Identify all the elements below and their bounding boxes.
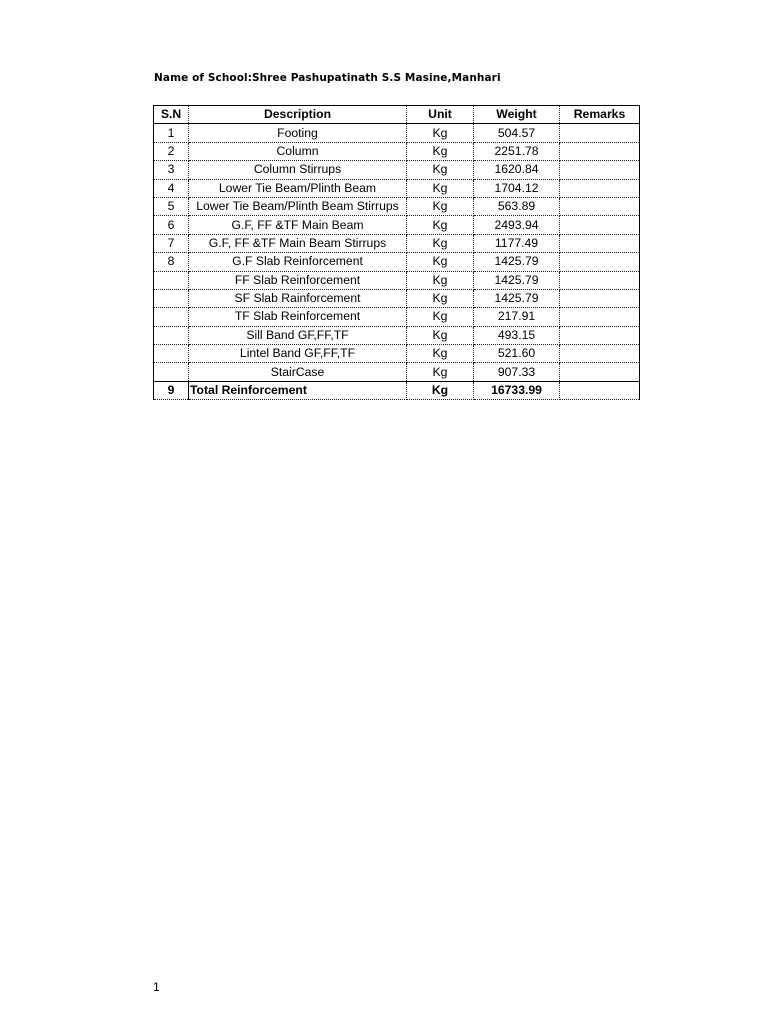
column-header-sn: S.N <box>154 106 189 124</box>
table-row <box>154 308 640 326</box>
row-description: Column <box>189 142 407 160</box>
row-weight: 2493.94 <box>474 216 560 234</box>
row-remarks <box>560 216 640 234</box>
row-weight: 217.91 <box>474 308 560 326</box>
row-weight: 1425.79 <box>474 271 560 289</box>
row-remarks <box>560 363 640 381</box>
row-description: SF Slab Rainforcement <box>189 289 407 307</box>
row-description: Lower Tie Beam/Plinth Beam Stirrups <box>189 197 407 215</box>
row-weight: 1620.84 <box>474 161 560 179</box>
row-remarks <box>560 179 640 197</box>
page-number: 1 <box>153 980 160 994</box>
row-unit: Kg <box>407 179 474 197</box>
table-row <box>154 234 640 252</box>
row-remarks <box>560 326 640 344</box>
total-weight: 16733.99 <box>474 381 560 399</box>
total-row <box>154 381 640 399</box>
row-sn <box>154 326 189 344</box>
row-weight: 907.33 <box>474 363 560 381</box>
school-name-heading: Name of School:Shree Pashupatinath S.S Masine,Manhari <box>154 72 501 84</box>
row-sn <box>154 271 189 289</box>
row-sn: 2 <box>154 142 189 160</box>
row-sn: 6 <box>154 216 189 234</box>
table-row <box>154 124 640 142</box>
row-weight: 1704.12 <box>474 179 560 197</box>
reinforcement-table <box>153 105 640 400</box>
row-unit: Kg <box>407 308 474 326</box>
table-row <box>154 345 640 363</box>
row-weight: 493.15 <box>474 326 560 344</box>
row-unit: Kg <box>407 124 474 142</box>
column-header-remarks: Remarks <box>560 106 640 124</box>
table-row <box>154 197 640 215</box>
total-unit: Kg <box>407 381 474 399</box>
row-unit: Kg <box>407 253 474 271</box>
row-remarks <box>560 124 640 142</box>
row-description: TF Slab Reinforcement <box>189 308 407 326</box>
row-sn: 7 <box>154 234 189 252</box>
row-sn <box>154 363 189 381</box>
row-unit: Kg <box>407 216 474 234</box>
row-unit: Kg <box>407 142 474 160</box>
row-description: G.F, FF &TF Main Beam <box>189 216 407 234</box>
table-header-row <box>154 106 640 124</box>
row-sn: 4 <box>154 179 189 197</box>
row-remarks <box>560 271 640 289</box>
row-weight: 2251.78 <box>474 142 560 160</box>
row-unit: Kg <box>407 363 474 381</box>
row-unit: Kg <box>407 289 474 307</box>
row-unit: Kg <box>407 161 474 179</box>
row-sn: 3 <box>154 161 189 179</box>
row-description: Footing <box>189 124 407 142</box>
row-weight: 521.60 <box>474 345 560 363</box>
table-row <box>154 142 640 160</box>
table-row <box>154 271 640 289</box>
table-row <box>154 179 640 197</box>
column-header-description: Description <box>189 106 407 124</box>
row-sn <box>154 289 189 307</box>
total-description: Total Reinforcement <box>189 381 407 399</box>
row-unit: Kg <box>407 326 474 344</box>
row-remarks <box>560 142 640 160</box>
row-unit: Kg <box>407 271 474 289</box>
row-remarks <box>560 197 640 215</box>
row-description: G.F, FF &TF Main Beam Stirrups <box>189 234 407 252</box>
table-row <box>154 326 640 344</box>
column-header-weight: Weight <box>474 106 560 124</box>
row-sn: 1 <box>154 124 189 142</box>
row-description: Column Stirrups <box>189 161 407 179</box>
table-row <box>154 363 640 381</box>
row-description: G.F Slab Reinforcement <box>189 253 407 271</box>
row-unit: Kg <box>407 345 474 363</box>
row-remarks <box>560 253 640 271</box>
row-remarks <box>560 345 640 363</box>
row-remarks <box>560 289 640 307</box>
row-description: StairCase <box>189 363 407 381</box>
row-sn <box>154 308 189 326</box>
row-description: Sill Band GF,FF,TF <box>189 326 407 344</box>
row-description: Lower Tie Beam/Plinth Beam <box>189 179 407 197</box>
row-remarks <box>560 234 640 252</box>
row-weight: 504.57 <box>474 124 560 142</box>
row-unit: Kg <box>407 234 474 252</box>
total-remarks <box>560 381 640 399</box>
row-unit: Kg <box>407 197 474 215</box>
row-weight: 1177.49 <box>474 234 560 252</box>
row-weight: 1425.79 <box>474 253 560 271</box>
row-description: Lintel Band GF,FF,TF <box>189 345 407 363</box>
row-remarks <box>560 161 640 179</box>
table-row <box>154 289 640 307</box>
table-row <box>154 253 640 271</box>
row-sn <box>154 345 189 363</box>
row-sn: 5 <box>154 197 189 215</box>
row-weight: 563.89 <box>474 197 560 215</box>
table-row <box>154 161 640 179</box>
table-row <box>154 216 640 234</box>
total-sn: 9 <box>154 381 189 399</box>
row-description: FF Slab Reinforcement <box>189 271 407 289</box>
row-weight: 1425.79 <box>474 289 560 307</box>
row-sn: 8 <box>154 253 189 271</box>
column-header-unit: Unit <box>407 106 474 124</box>
row-remarks <box>560 308 640 326</box>
